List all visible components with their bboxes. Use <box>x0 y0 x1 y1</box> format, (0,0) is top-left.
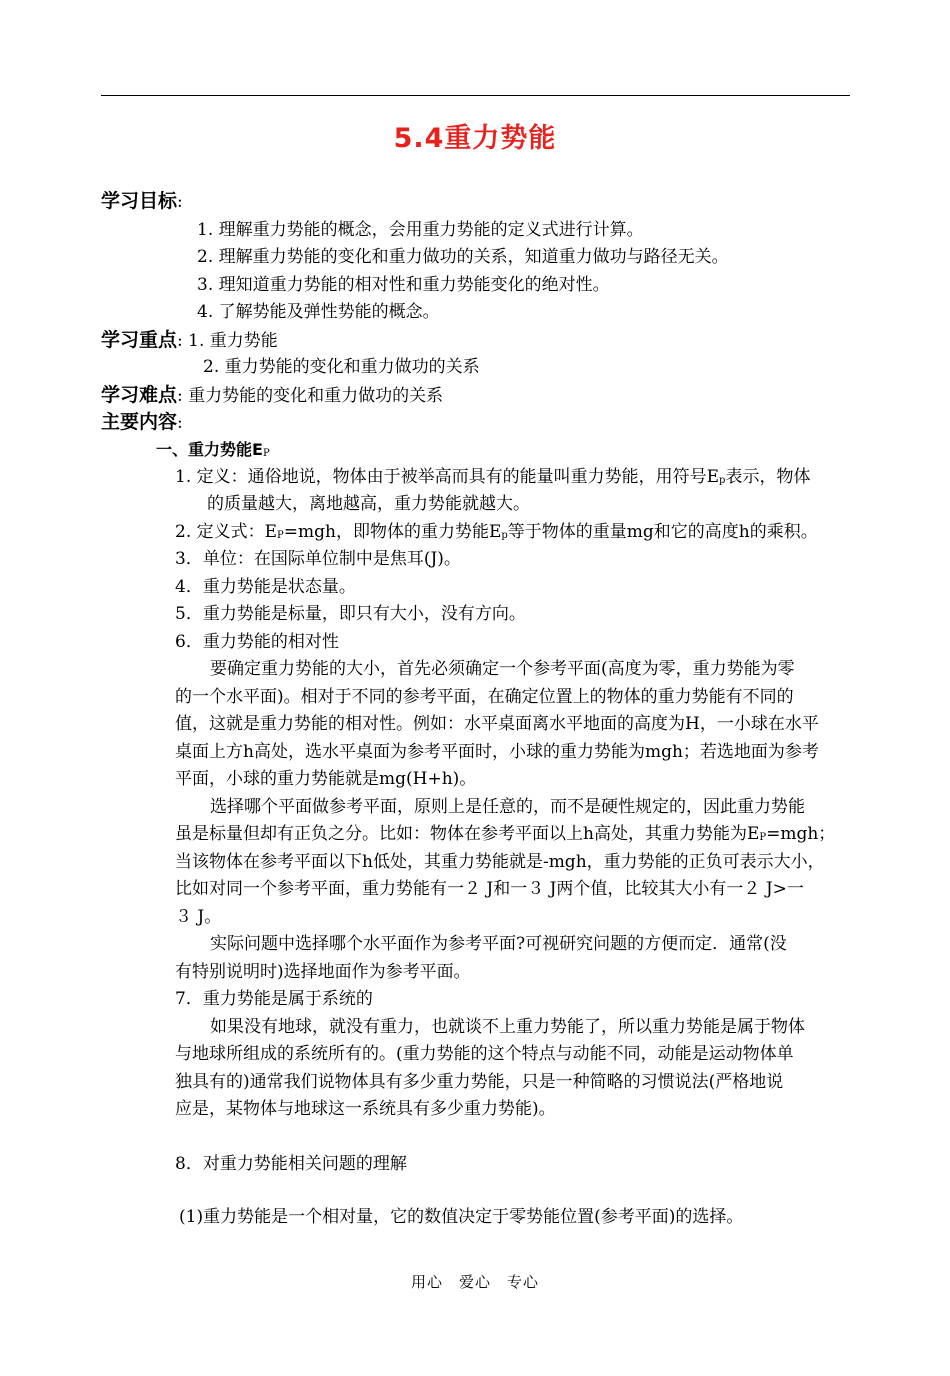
key-points-line <box>101 329 278 352</box>
formula-text-2: =mgh，即物体的重力势能E <box>283 522 502 542</box>
scalar-line: 5．重力势能是标量，即只有大小，没有方向。 <box>175 604 526 624</box>
page-title: 5.4重力势能 <box>393 123 557 154</box>
main-content-line <box>101 411 183 434</box>
paragraph-line: 值，这就是重力势能的相对性。例如：水平桌面离水平地面的高度为H，一小球在水平 <box>175 714 819 734</box>
paragraph-line: 如果没有地球，就没有重力，也就谈不上重力势能了，所以重力势能是属于物体 <box>210 1017 805 1037</box>
page-footer: 用心 爱心 专心 <box>410 1273 539 1291</box>
objective-item: 3. 理知道重力势能的相对性和重力势能变化的绝对性。 <box>197 275 610 295</box>
paragraph-line: 平面，小球的重力势能就是mg(H+h)。 <box>175 769 477 789</box>
paragraph-line: 与地球所组成的系统所有的。(重力势能的这个特点与动能不同，动能是运动物体单 <box>175 1044 794 1064</box>
paragraph-line: 独具有的)通常我们说物体具有多少重力势能，只是一种简略的习惯说法(严格地说 <box>175 1072 784 1092</box>
main-content-heading: 主要内容 <box>101 411 178 433</box>
paragraph-text: 虽是标量但却有正负之分。比如：物体在参考平面以上h高处，其重力势能为E <box>175 824 760 844</box>
paragraph-line: 选择哪个平面做参考平面，原则上是任意的，而不是硬性规定的，因此重力势能 <box>210 797 805 817</box>
def-line-1 <box>175 466 810 492</box>
difficulties-line <box>101 384 443 407</box>
formula-sub-1: P <box>277 530 284 541</box>
objective-item: 4. 了解势能及弹性势能的概念。 <box>197 302 440 322</box>
objectives-heading: 学习目标 <box>101 190 178 212</box>
understanding-item: (1)重力势能是一个相对量，它的数值决定于零势能位置(参考平面)的选择。 <box>179 1207 744 1227</box>
paragraph-line: 当该物体在参考平面以下h低处，其重力势能就是-mgh，重力势能的正负可表示大小， <box>175 852 825 872</box>
paragraph-line: 应是，某物体与地球这一系统具有多少重力势能)。 <box>175 1099 556 1119</box>
formula-line <box>175 521 818 547</box>
main-content-colon: : <box>177 413 183 433</box>
objective-item: 2. 理解重力势能的变化和重力做功的关系，知道重力做功与路径无关。 <box>197 247 729 267</box>
def-text: 1. 定义：通俗地说，物体由于被举高而具有的能量叫重力势能，用符号E <box>175 467 720 487</box>
key-point-item: 1. 重力势能 <box>188 331 278 351</box>
objective-item: 1. 理解重力势能的概念，会用重力势能的定义式进行计算。 <box>197 220 644 240</box>
section-title: 一、重力势能E <box>156 440 263 459</box>
objectives-colon: : <box>177 192 183 212</box>
paragraph-sub: P <box>759 832 767 843</box>
objectives-heading-line <box>101 190 183 213</box>
paragraph-line: 有特别说明时)选择地面作为参考平面。 <box>175 962 471 982</box>
paragraph-line: 的一个水平面)。相对于不同的参考平面，在确定位置上的物体的重力势能有不同的 <box>175 687 794 707</box>
paragraph-line: 桌面上方h高处，选水平桌面为参考平面时，小球的重力势能为mgh；若选地面为参考 <box>175 742 819 762</box>
paragraph-line: 实际问题中选择哪个水平面作为参考平面?可视研究问题的方便而定．通常(没 <box>210 934 787 954</box>
state-line: 4．重力势能是状态量。 <box>175 577 356 597</box>
formula-text-3: 等于物体的重量mg和它的高度h的乘积。 <box>507 522 818 542</box>
def-text-2: 表示，物体 <box>725 467 811 487</box>
paragraph-line: ３ J。 <box>175 907 222 927</box>
understanding-heading: 8．对重力势能相关问题的理解 <box>175 1154 407 1174</box>
header-rule <box>101 95 850 96</box>
relativity-heading: 6．重力势能的相对性 <box>175 632 339 652</box>
section-heading <box>156 439 270 465</box>
key-points-colon: : <box>177 331 189 351</box>
formula-text-1: 2. 定义式：E <box>175 522 278 542</box>
difficulties-heading: 学习难点 <box>101 384 178 406</box>
paragraph-line <box>175 823 835 849</box>
paragraph-line: 要确定重力势能的大小，首先必须确定一个参考平面(高度为零，重力势能为零 <box>210 659 795 679</box>
difficulties-text: : 重力势能的变化和重力做功的关系 <box>177 386 444 406</box>
paragraph-text-2: =mgh； <box>766 824 836 844</box>
def-sub: p <box>719 475 726 486</box>
def-line-2: 的质量越大，离地越高，重力势能就越大。 <box>207 494 530 514</box>
formula-sub-2: p <box>501 530 508 541</box>
system-heading: 7．重力势能是属于系统的 <box>175 989 373 1009</box>
section-title-sub: P <box>262 448 270 459</box>
key-point-item: 2. 重力势能的变化和重力做功的关系 <box>203 357 480 377</box>
unit-line: 3．单位：在国际单位制中是焦耳(J)。 <box>175 549 461 569</box>
paragraph-line: 比如对同一个参考平面，重力势能有一２ J和一３ J两个值，比较其大小有一２ J>一 <box>175 879 804 899</box>
key-points-heading: 学习重点 <box>101 329 178 351</box>
